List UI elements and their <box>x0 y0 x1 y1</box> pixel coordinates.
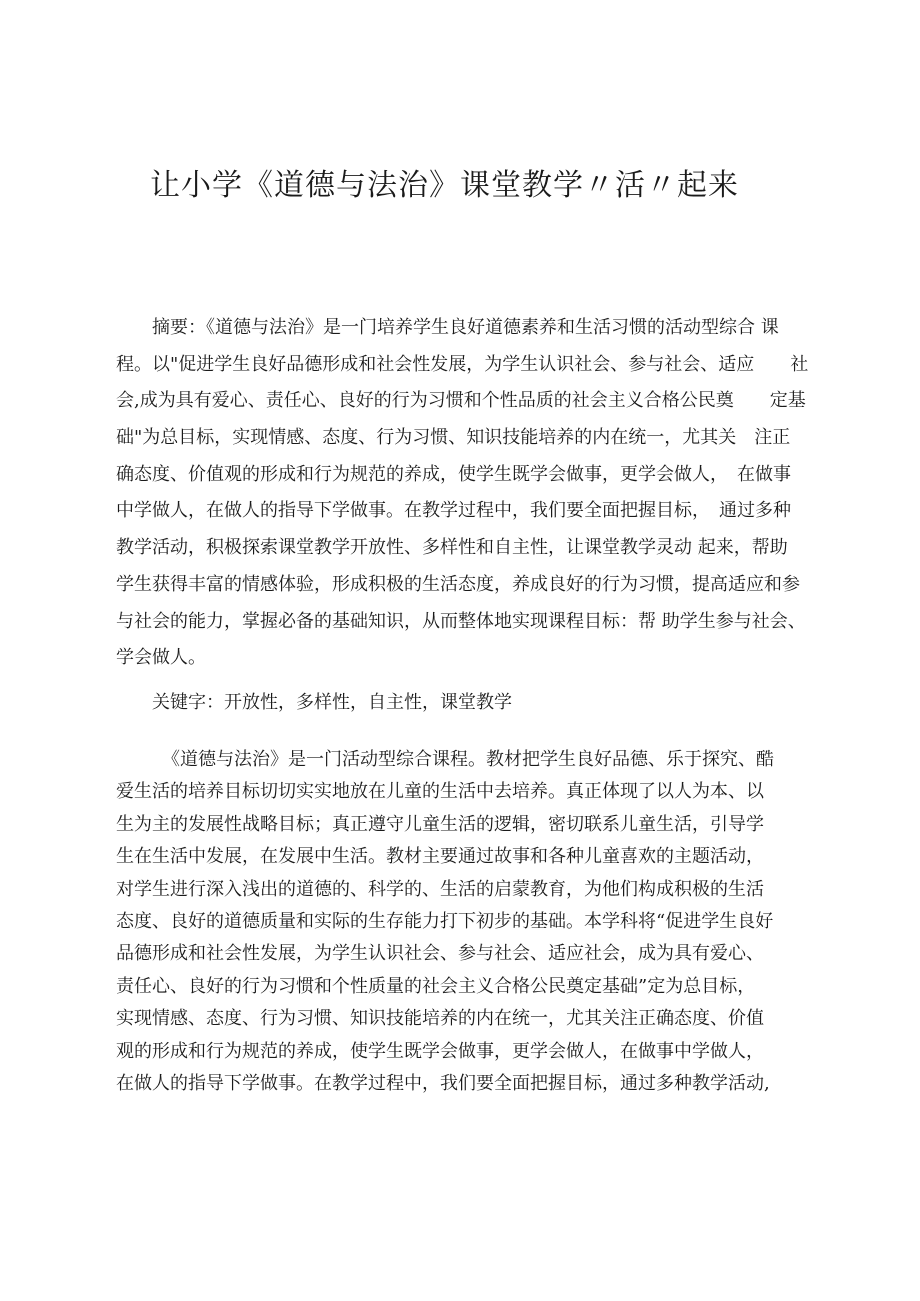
abstract-line: 摘要：《道德与法治》是一门培养学生良好道德素养和生活习惯的活动型综合 课 <box>152 317 779 338</box>
body-line: 品德形成和社会性发展，为学生认识社会、参与社会、适应社会，成为具有爱心、 <box>116 943 764 965</box>
document-title: 让小学《道德与法治》课堂教学〃活〃起来 <box>150 168 739 203</box>
abstract-line: 程。以"促进学生良好品德形成和社会性发展，为学生认识社会、参与社会、适应 社 <box>116 353 809 375</box>
abstract-line: 中学做人，在做人的指导下学做事。在教学过程中，我们要全面把握目标， 通过多种 <box>116 500 791 522</box>
body-line: 《道德与法治》是一门活动型综合课程。教材把学生良好品德、乐于探究、酷 <box>162 749 774 770</box>
abstract-line: 学生获得丰富的情感体验，形成积极的生活态度，养成良好的行为习惯，提高适应和参 <box>116 573 800 595</box>
abstract-line: 学会做人。 <box>116 647 206 669</box>
abstract-line: 会,成为具有爱心、责任心、良好的行为习惯和个性品质的社会主义合格公民奠 定基 <box>116 390 806 412</box>
body-line: 爱生活的培养目标切切实实地放在儿童的生活中去培养。真正体现了以人为本、以 <box>116 781 764 803</box>
abstract-line: 础"为总目标，实现情感、态度、行为习惯、知识技能培养的内在统一，尤其关 注正 <box>116 427 791 449</box>
keywords-line: 关键字：开放性，多样性，自主性，课堂教学 <box>152 692 512 713</box>
body-line: 对学生进行深入浅出的道德的、科学的、生活的启蒙教育，为他们构成积极的生活 <box>116 878 764 900</box>
body-section <box>116 744 816 1100</box>
body-line: 态度、良好的道德质量和实际的生存能力打下初步的基础。本学科将“促进学生良好 <box>116 910 774 932</box>
keywords-section <box>152 688 852 718</box>
body-line: 责任心、良好的行为习惯和个性质量的社会主义合格公民奠定基础”定为总目标， <box>116 975 756 997</box>
body-line: 生为主的发展性战略目标；真正遵守儿童生活的逻辑，密切联系儿童生活，引导学 <box>116 813 764 835</box>
body-line: 观的形成和行为规范的养成，使学生既学会做事，更学会做人，在做事中学做人， <box>116 1040 764 1062</box>
abstract-line: 确态度、价值观的形成和行为规范的养成，使学生既学会做事，更学会做人， 在做事 <box>116 463 791 485</box>
abstract-section <box>116 310 816 677</box>
abstract-line: 与社会的能力，掌握必备的基础知识，从而整体地实现课程目标：帮 助学生参与社会、 <box>116 610 806 632</box>
abstract-line: 教学活动，积极探索课堂教学开放性、多样性和自主性，让课堂教学灵动 起来，帮助 <box>116 537 788 559</box>
body-line: 实现情感、态度、行为习惯、知识技能培养的内在统一，尤其关注正确态度、价值 <box>116 1008 764 1030</box>
body-line: 在做人的指导下学做事。在教学过程中，我们要全面把握目标，通过多种教学活动, <box>116 1072 770 1094</box>
body-line: 生在生活中发展，在发展中生活。教材主要通过故事和各种儿童喜欢的主题活动， <box>116 846 764 868</box>
